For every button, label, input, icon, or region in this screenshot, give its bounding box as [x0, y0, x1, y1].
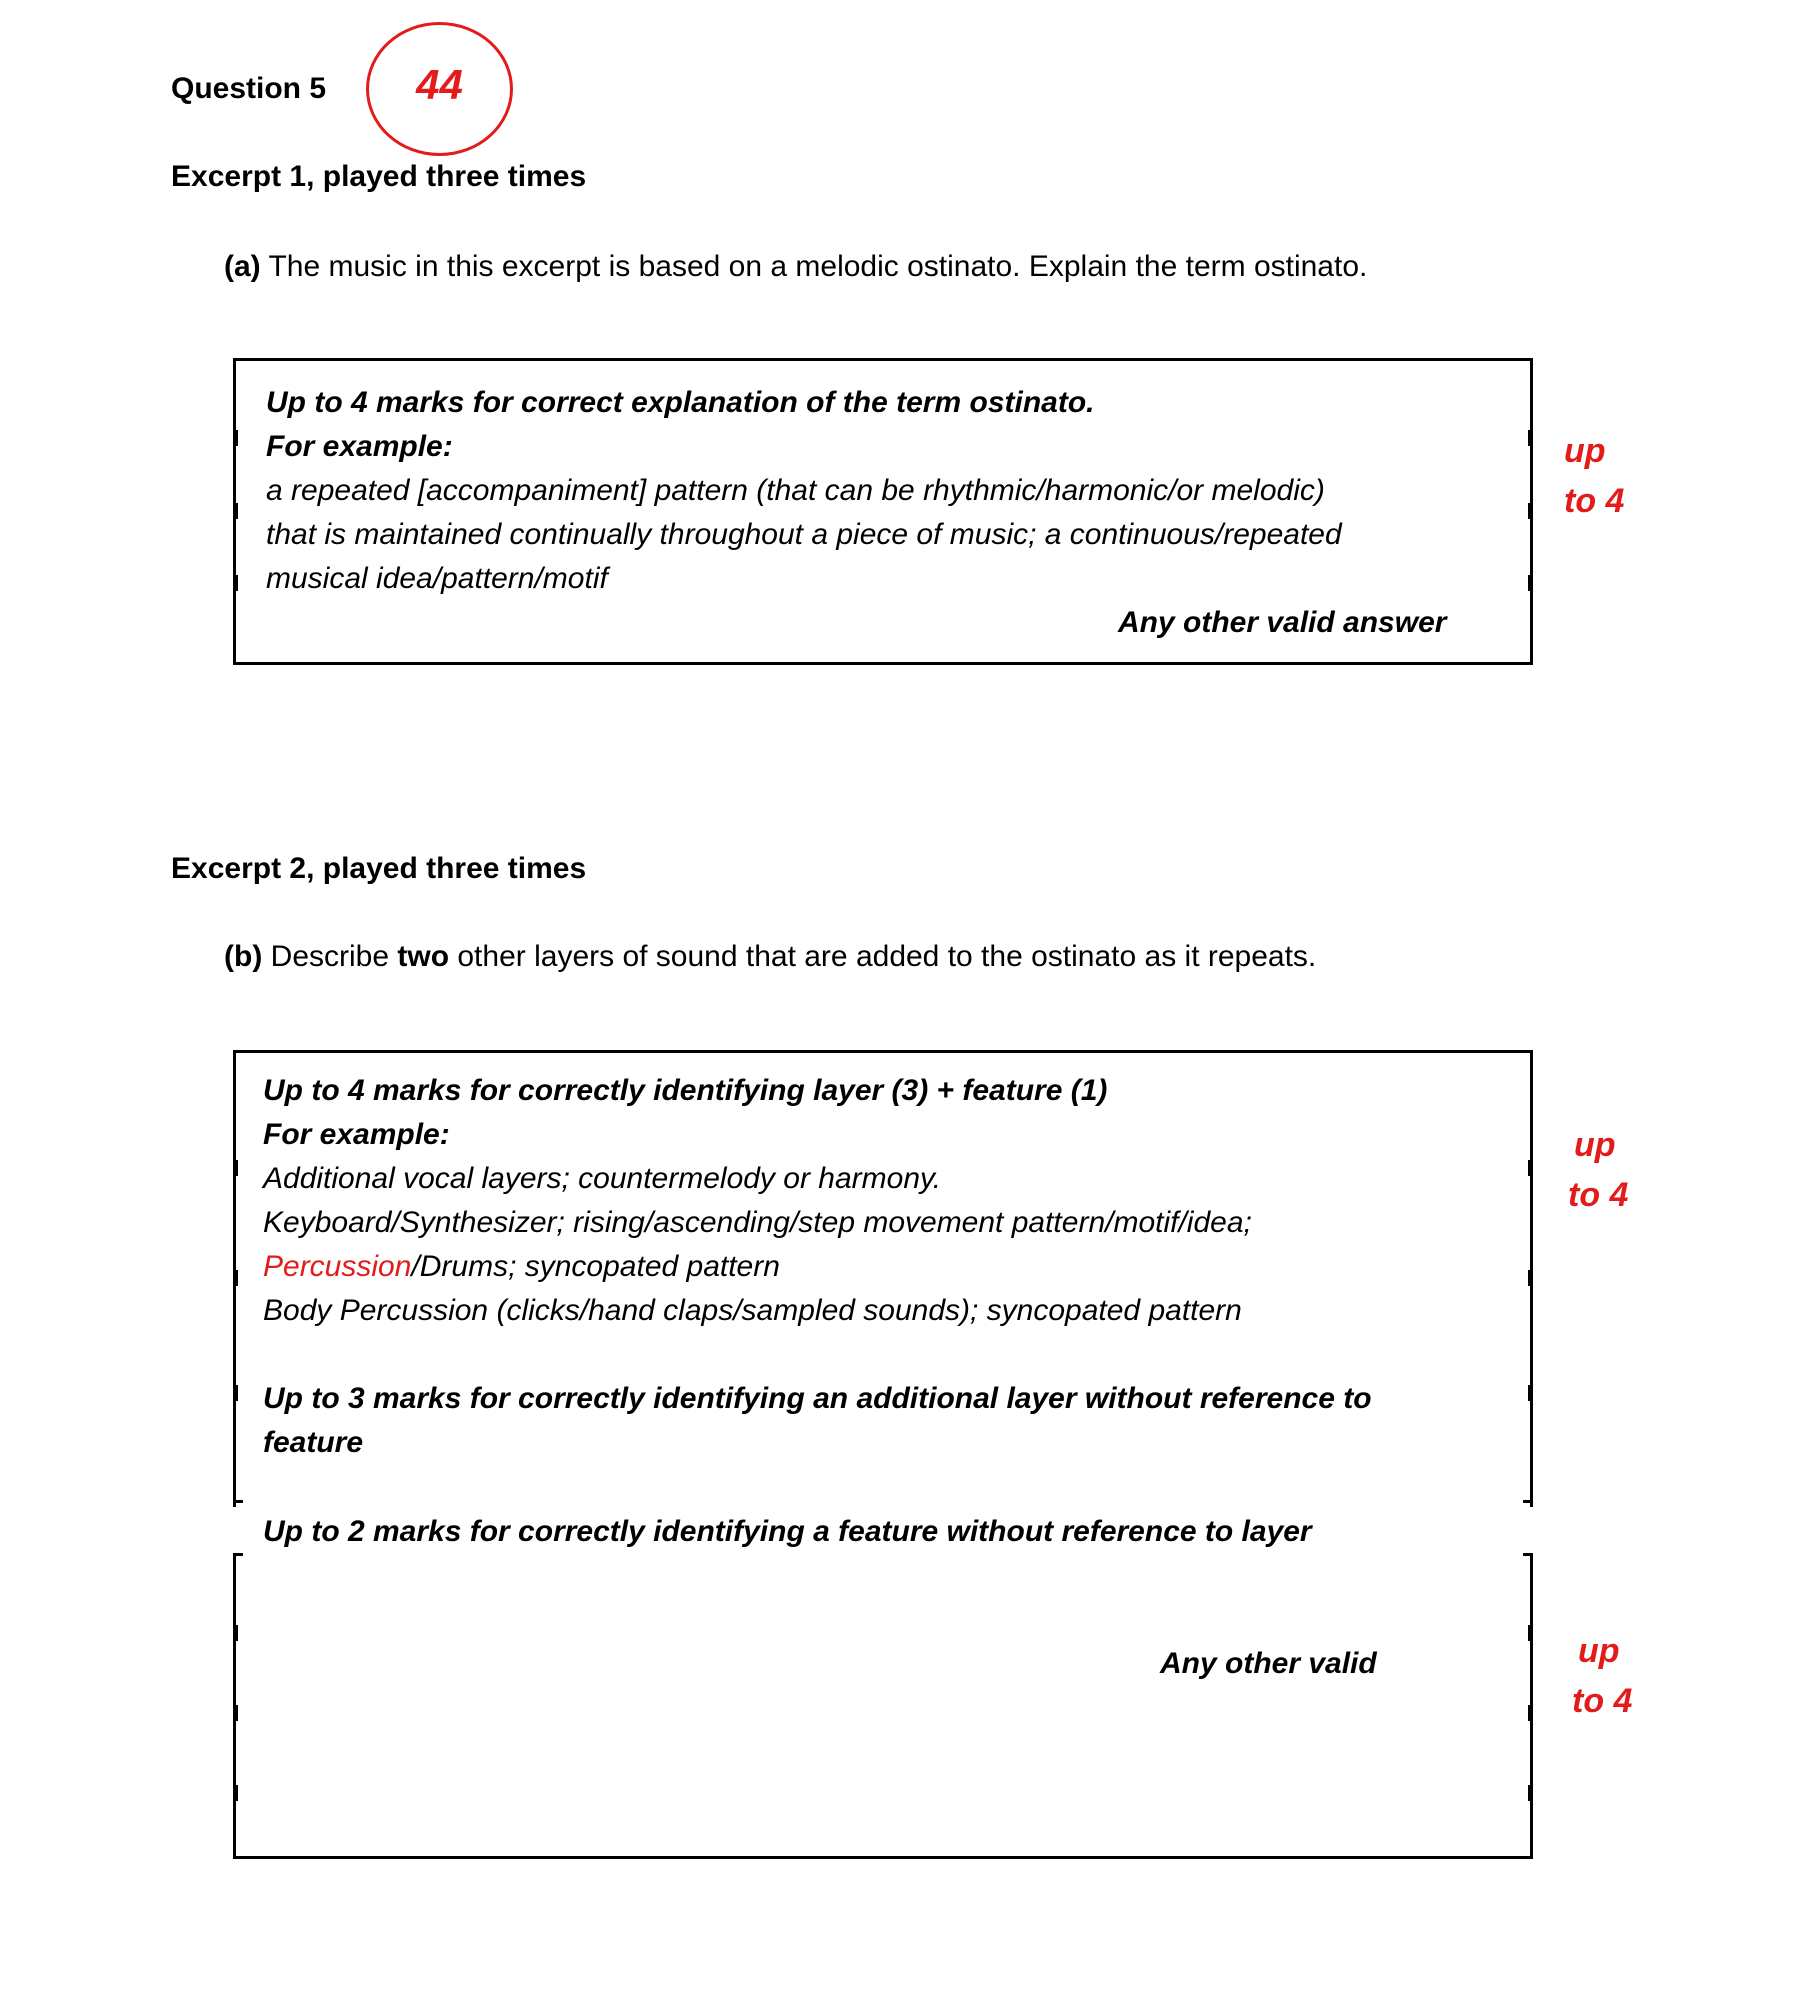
- highlighted-word: Percussion: [263, 1250, 412, 1283]
- box-b-answer-line: Additional vocal layers; countermelody or harmony.: [263, 1162, 942, 1195]
- margin-tick: [1524, 1785, 1530, 1801]
- margin-tick: [236, 1625, 242, 1641]
- margin-tick: [236, 1785, 242, 1801]
- score-value: 44: [416, 61, 463, 108]
- margin-tick: [1524, 503, 1530, 519]
- part-a-label: (a): [224, 250, 261, 283]
- box-a-answer-line: musical idea/pattern/motif: [266, 562, 608, 595]
- box-b-criterion: feature: [263, 1426, 364, 1459]
- box-a-heading: Up to 4 marks for correct explanation of the term ostinato.: [266, 386, 1095, 419]
- box-b-answer-line: [263, 1250, 780, 1284]
- margin-tick: [1524, 1705, 1530, 1721]
- box-b-bracket-start: [233, 1553, 243, 1556]
- box-b-other-valid: Any other valid: [1160, 1647, 1377, 1680]
- margin-tick: [1524, 575, 1530, 591]
- mark-annotation-b1: [1568, 1120, 1628, 1220]
- margin-tick: [236, 1270, 242, 1286]
- box-b-answer-line: Body Percussion (clicks/hand claps/sampled sounds); syncopated pattern: [263, 1294, 1242, 1327]
- part-a-prompt: The music in this excerpt is based on a melodic ostinato. Explain the term ostinato.: [268, 250, 1368, 283]
- margin-tick: [236, 1705, 242, 1721]
- box-b-criterion: Up to 2 marks for correctly identifying a feature without reference to layer: [263, 1515, 1312, 1548]
- margin-tick: [236, 503, 242, 519]
- box-b-example-label: For example:: [263, 1118, 450, 1151]
- box-a-other-valid: Any other valid answer: [1118, 606, 1447, 639]
- part-b-prompt-start: Describe: [270, 940, 390, 973]
- box-b-bracket-start: [1523, 1553, 1533, 1556]
- margin-tick: [1524, 1385, 1530, 1401]
- question-title: Question 5: [171, 72, 327, 105]
- box-b-answer-line: Keyboard/Synthesizer; rising/ascending/step movement pattern/motif/idea;: [263, 1206, 1252, 1239]
- mark-annotation-line: up: [1574, 1126, 1616, 1164]
- margin-tick: [1524, 1160, 1530, 1176]
- box-b-answer-rest: /Drums; syncopated pattern: [411, 1250, 780, 1283]
- box-b-criterion: Up to 3 marks for correctly identifying an additional layer without reference to: [263, 1382, 1372, 1415]
- mark-annotation-line: to 4: [1568, 1176, 1629, 1214]
- mark-annotation-line: up: [1578, 1632, 1620, 1670]
- excerpt-2-heading: Excerpt 2, played three times: [171, 852, 587, 885]
- margin-tick: [236, 430, 242, 446]
- margin-tick: [236, 1385, 242, 1401]
- margin-tick: [1524, 1625, 1530, 1641]
- part-b-question: [224, 940, 1316, 974]
- box-b-heading: Up to 4 marks for correctly identifying layer (3) + feature (1): [263, 1074, 1108, 1107]
- part-b-label: (b): [224, 940, 263, 973]
- margin-tick: [236, 575, 242, 591]
- answer-box-b-lower: [233, 1553, 1533, 1859]
- part-a-question: [224, 250, 1367, 284]
- box-a-answer-line: that is maintained continually throughout a piece of music; a continuous/repeated: [266, 518, 1342, 551]
- mark-annotation-line: to 4: [1564, 482, 1625, 520]
- box-b-bracket-end: [1523, 1500, 1533, 1503]
- box-a-example-label: For example:: [266, 430, 453, 463]
- mark-annotation-a: [1564, 426, 1624, 526]
- box-b-bracket-end: [233, 1500, 243, 1503]
- mark-annotation-line: to 4: [1572, 1682, 1633, 1720]
- mark-annotation-line: up: [1564, 432, 1606, 470]
- box-a-answer-line: a repeated [accompaniment] pattern (that can be rhythmic/harmonic/or melodic): [266, 474, 1325, 507]
- mark-annotation-b2: [1572, 1626, 1632, 1726]
- part-b-prompt-emphasis: two: [397, 940, 450, 973]
- part-b-prompt-end: other layers of sound that are added to the ostinato as it repeats.: [457, 940, 1317, 973]
- margin-tick: [1524, 430, 1530, 446]
- margin-tick: [236, 1160, 242, 1176]
- margin-tick: [1524, 1270, 1530, 1286]
- excerpt-1-heading: Excerpt 1, played three times: [171, 160, 587, 193]
